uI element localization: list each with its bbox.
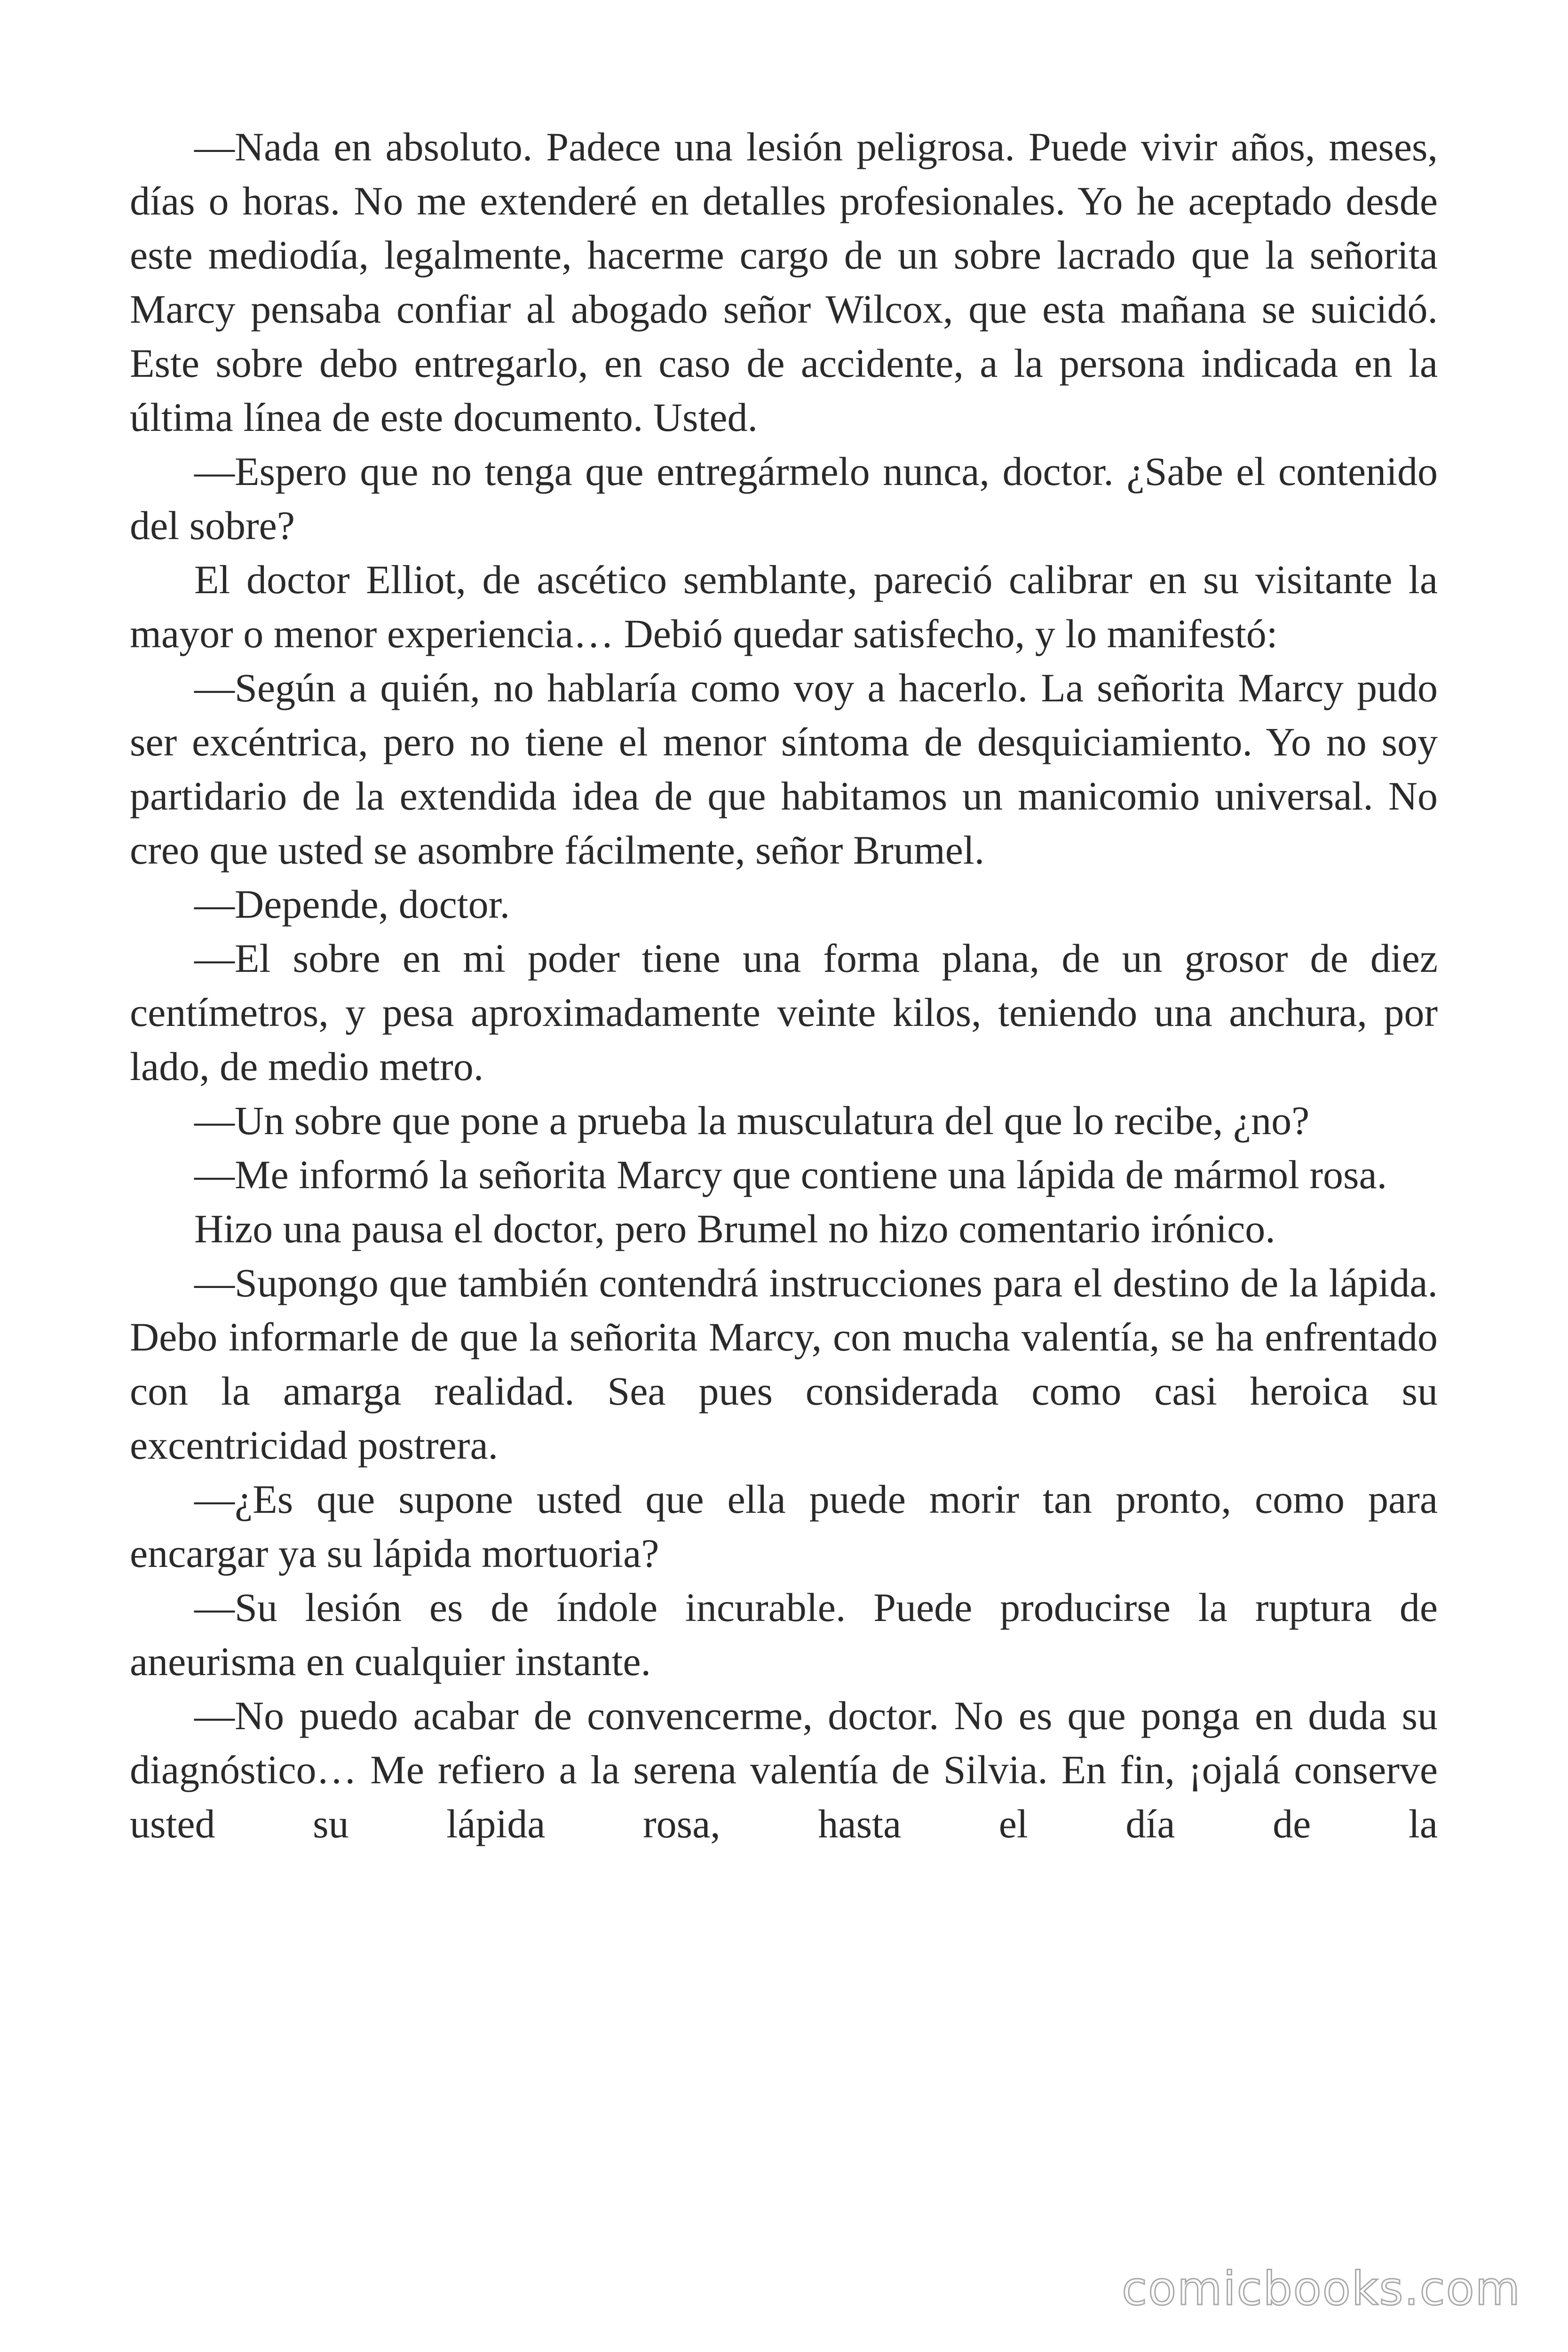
paragraph: —Según a quién, no hablaría como voy a hacerlo. La señorita Marcy pudo ser excéntrica, pero no tiene el menor síntoma de desquiciamiento. Yo no soy partidario de la extendida idea de que habitamos un manicomio universal. No creo que usted se asombre fácilmente, señor Brumel. xyxy=(130,665,1438,873)
watermark-logo: comicbooks.com xyxy=(1122,2262,1521,2316)
paragraph: El doctor Elliot, de ascético semblante, pareció calibrar en su visitante la mayor o menor experiencia… Debió quedar satisfecho, y lo manifestó: xyxy=(130,557,1438,656)
paragraph: —El sobre en mi poder tiene una forma plana, de un grosor de diez centímetros, y pesa aproximadamente veinte kilos, teniendo una anchura, por lado, de medio metro. xyxy=(130,936,1438,1089)
paragraph: —Su lesión es de índole incurable. Puede producirse la ruptura de aneurisma en cualquier instante. xyxy=(130,1585,1438,1684)
paragraph: —Espero que no tenga que entregármelo nunca, doctor. ¿Sabe el contenido del sobre? xyxy=(130,449,1438,548)
paragraph: —Nada en absoluto. Padece una lesión peligrosa. Puede vivir años, meses, días o horas. No me extenderé en detalles profesionales. Yo he aceptado desde este mediodía, legalmente, hacerme cargo de un sobre lacrado que la señorita Marcy pensaba confiar al abogado señor Wilcox, que esta mañana se suicidó. Este sobre debo entregarlo, en caso de accidente, a la persona indicada en la última línea de este documento. Usted. xyxy=(130,124,1438,440)
paragraph: —Supongo que también contendrá instrucciones para el destino de la lápida. Debo informarle de que la señorita Marcy, con mucha valentía, se ha enfrentado con la amarga realidad. Sea pues considerada como casi heroica su excentricidad postrera. xyxy=(130,1260,1438,1468)
paragraph: Hizo una pausa el doctor, pero Brumel no hizo comentario irónico. xyxy=(194,1206,1275,1251)
paragraph: —¿Es que supone usted que ella puede morir tan pronto, como para encargar ya su lápida mortuoria? xyxy=(130,1477,1438,1576)
paragraph: —Depende, doctor. xyxy=(194,882,510,927)
paragraph: —Un sobre que pone a prueba la musculatura del que lo recibe, ¿no? xyxy=(194,1098,1310,1143)
paragraph-continued: —No puedo acabar de convencerme, doctor. No es que ponga en duda su diagnóstico… Me refiero a la serena valentía de Silvia. En fin, ¡ojalá conserve usted su lápida rosa, hasta el día de la xyxy=(130,1693,1438,1846)
book-page-text xyxy=(130,120,1438,1851)
paragraph: —Me informó la señorita Marcy que contiene una lápida de mármol rosa. xyxy=(194,1152,1387,1197)
